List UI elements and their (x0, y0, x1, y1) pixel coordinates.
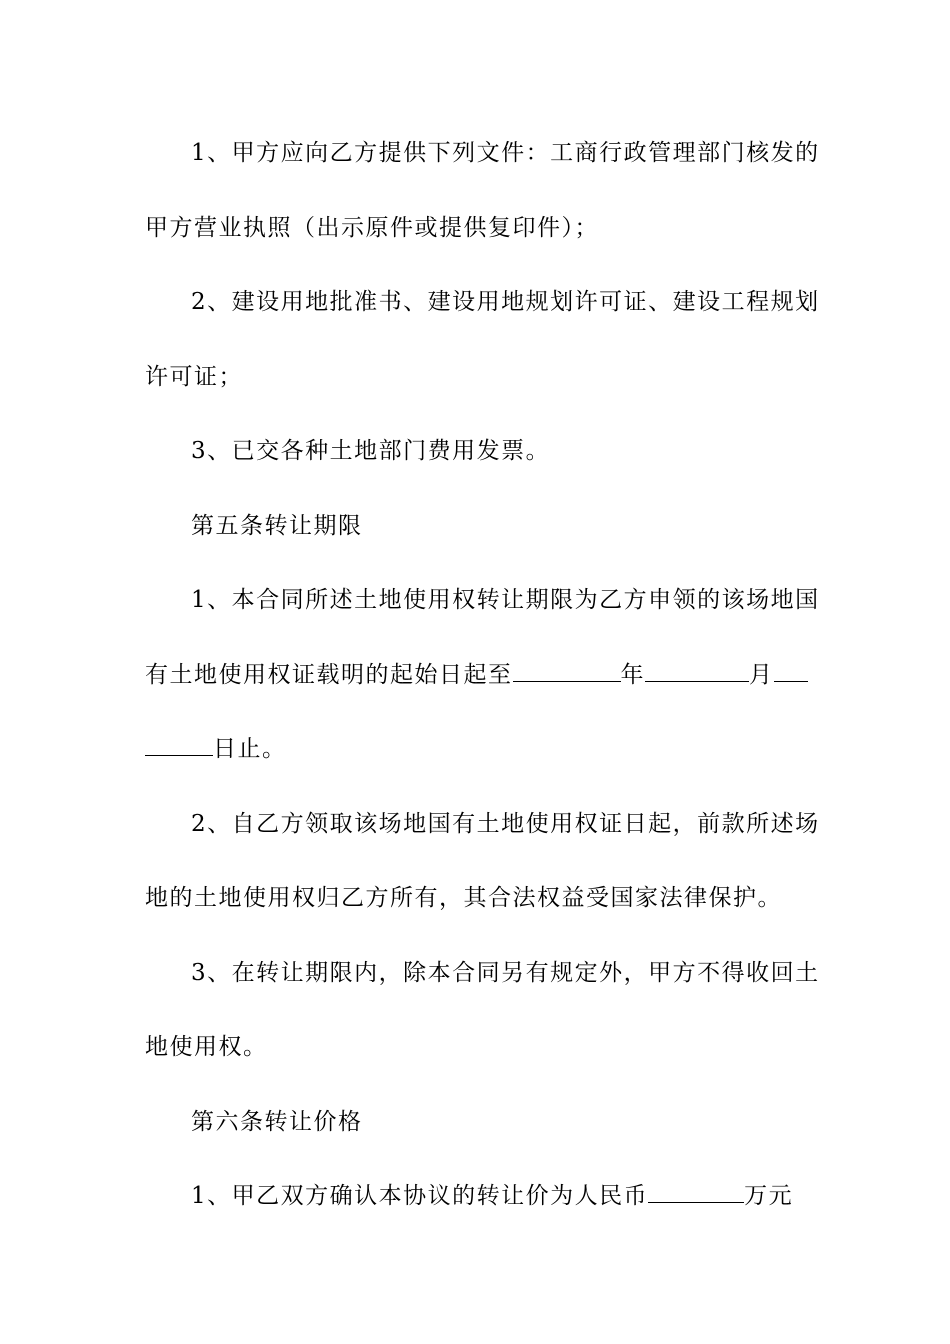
fill-blank-day (774, 651, 808, 682)
paragraph-line (145, 1169, 807, 1244)
paragraph-text: 月 (749, 661, 774, 688)
paragraph-line (145, 573, 820, 648)
paragraph-text: 甲方营业执照（出示原件或提供复印件）； (145, 214, 599, 241)
paragraph-text: 有土地使用权证载明的起始日起至 (145, 661, 513, 688)
document-page (145, 126, 820, 1244)
section-heading (145, 499, 807, 574)
paragraph-text: 1、甲乙双方确认本协议的转让价为人民币 (191, 1183, 649, 1209)
section-heading-text: 第六条转让价格 (191, 1108, 363, 1135)
paragraph-text: 许可证； (145, 363, 243, 390)
paragraph-text: 3、已交各种土地部门费用发票。 (191, 438, 551, 464)
paragraph-text: 3、在转让期限内，除本合同另有规定外，甲方不得收回土 (191, 959, 820, 986)
paragraph-line (145, 350, 807, 425)
section-heading (145, 1095, 807, 1170)
paragraph-text: 日止。 (213, 736, 287, 762)
paragraph-text: 1、甲方应向乙方提供下列文件：工商行政管理部门核发的 (191, 140, 820, 166)
paragraph-line (145, 871, 807, 946)
paragraph-text: 地的土地使用权归乙方所有，其合法权益受国家法律保护。 (145, 885, 782, 911)
paragraph-line (145, 424, 807, 499)
fill-blank-price (648, 1172, 744, 1203)
paragraph-line (145, 1020, 807, 1095)
paragraph-text: 地使用权。 (145, 1034, 268, 1060)
paragraph-line (145, 797, 820, 872)
section-heading-text: 第五条转让期限 (191, 512, 363, 539)
paragraph-text: 2、建设用地批准书、建设用地规划许可证、建设工程规划 (191, 289, 820, 315)
paragraph-text: 万元 (744, 1183, 794, 1209)
fill-blank-year (513, 651, 621, 682)
paragraph-text: 2、自乙方领取该场地国有土地使用权证日起，前款所述场 (191, 810, 820, 837)
paragraph-line (145, 648, 807, 723)
paragraph-text: 年 (620, 661, 645, 688)
paragraph-line (145, 722, 807, 797)
paragraph-text: 1、本合同所述土地使用权转让期限为乙方申领的该场地国 (191, 587, 820, 613)
paragraph-line (145, 201, 807, 276)
paragraph-line (145, 275, 820, 350)
paragraph-line (145, 126, 820, 201)
fill-blank-day-cont (145, 725, 213, 756)
paragraph-line (145, 946, 820, 1021)
fill-blank-month (645, 651, 749, 682)
